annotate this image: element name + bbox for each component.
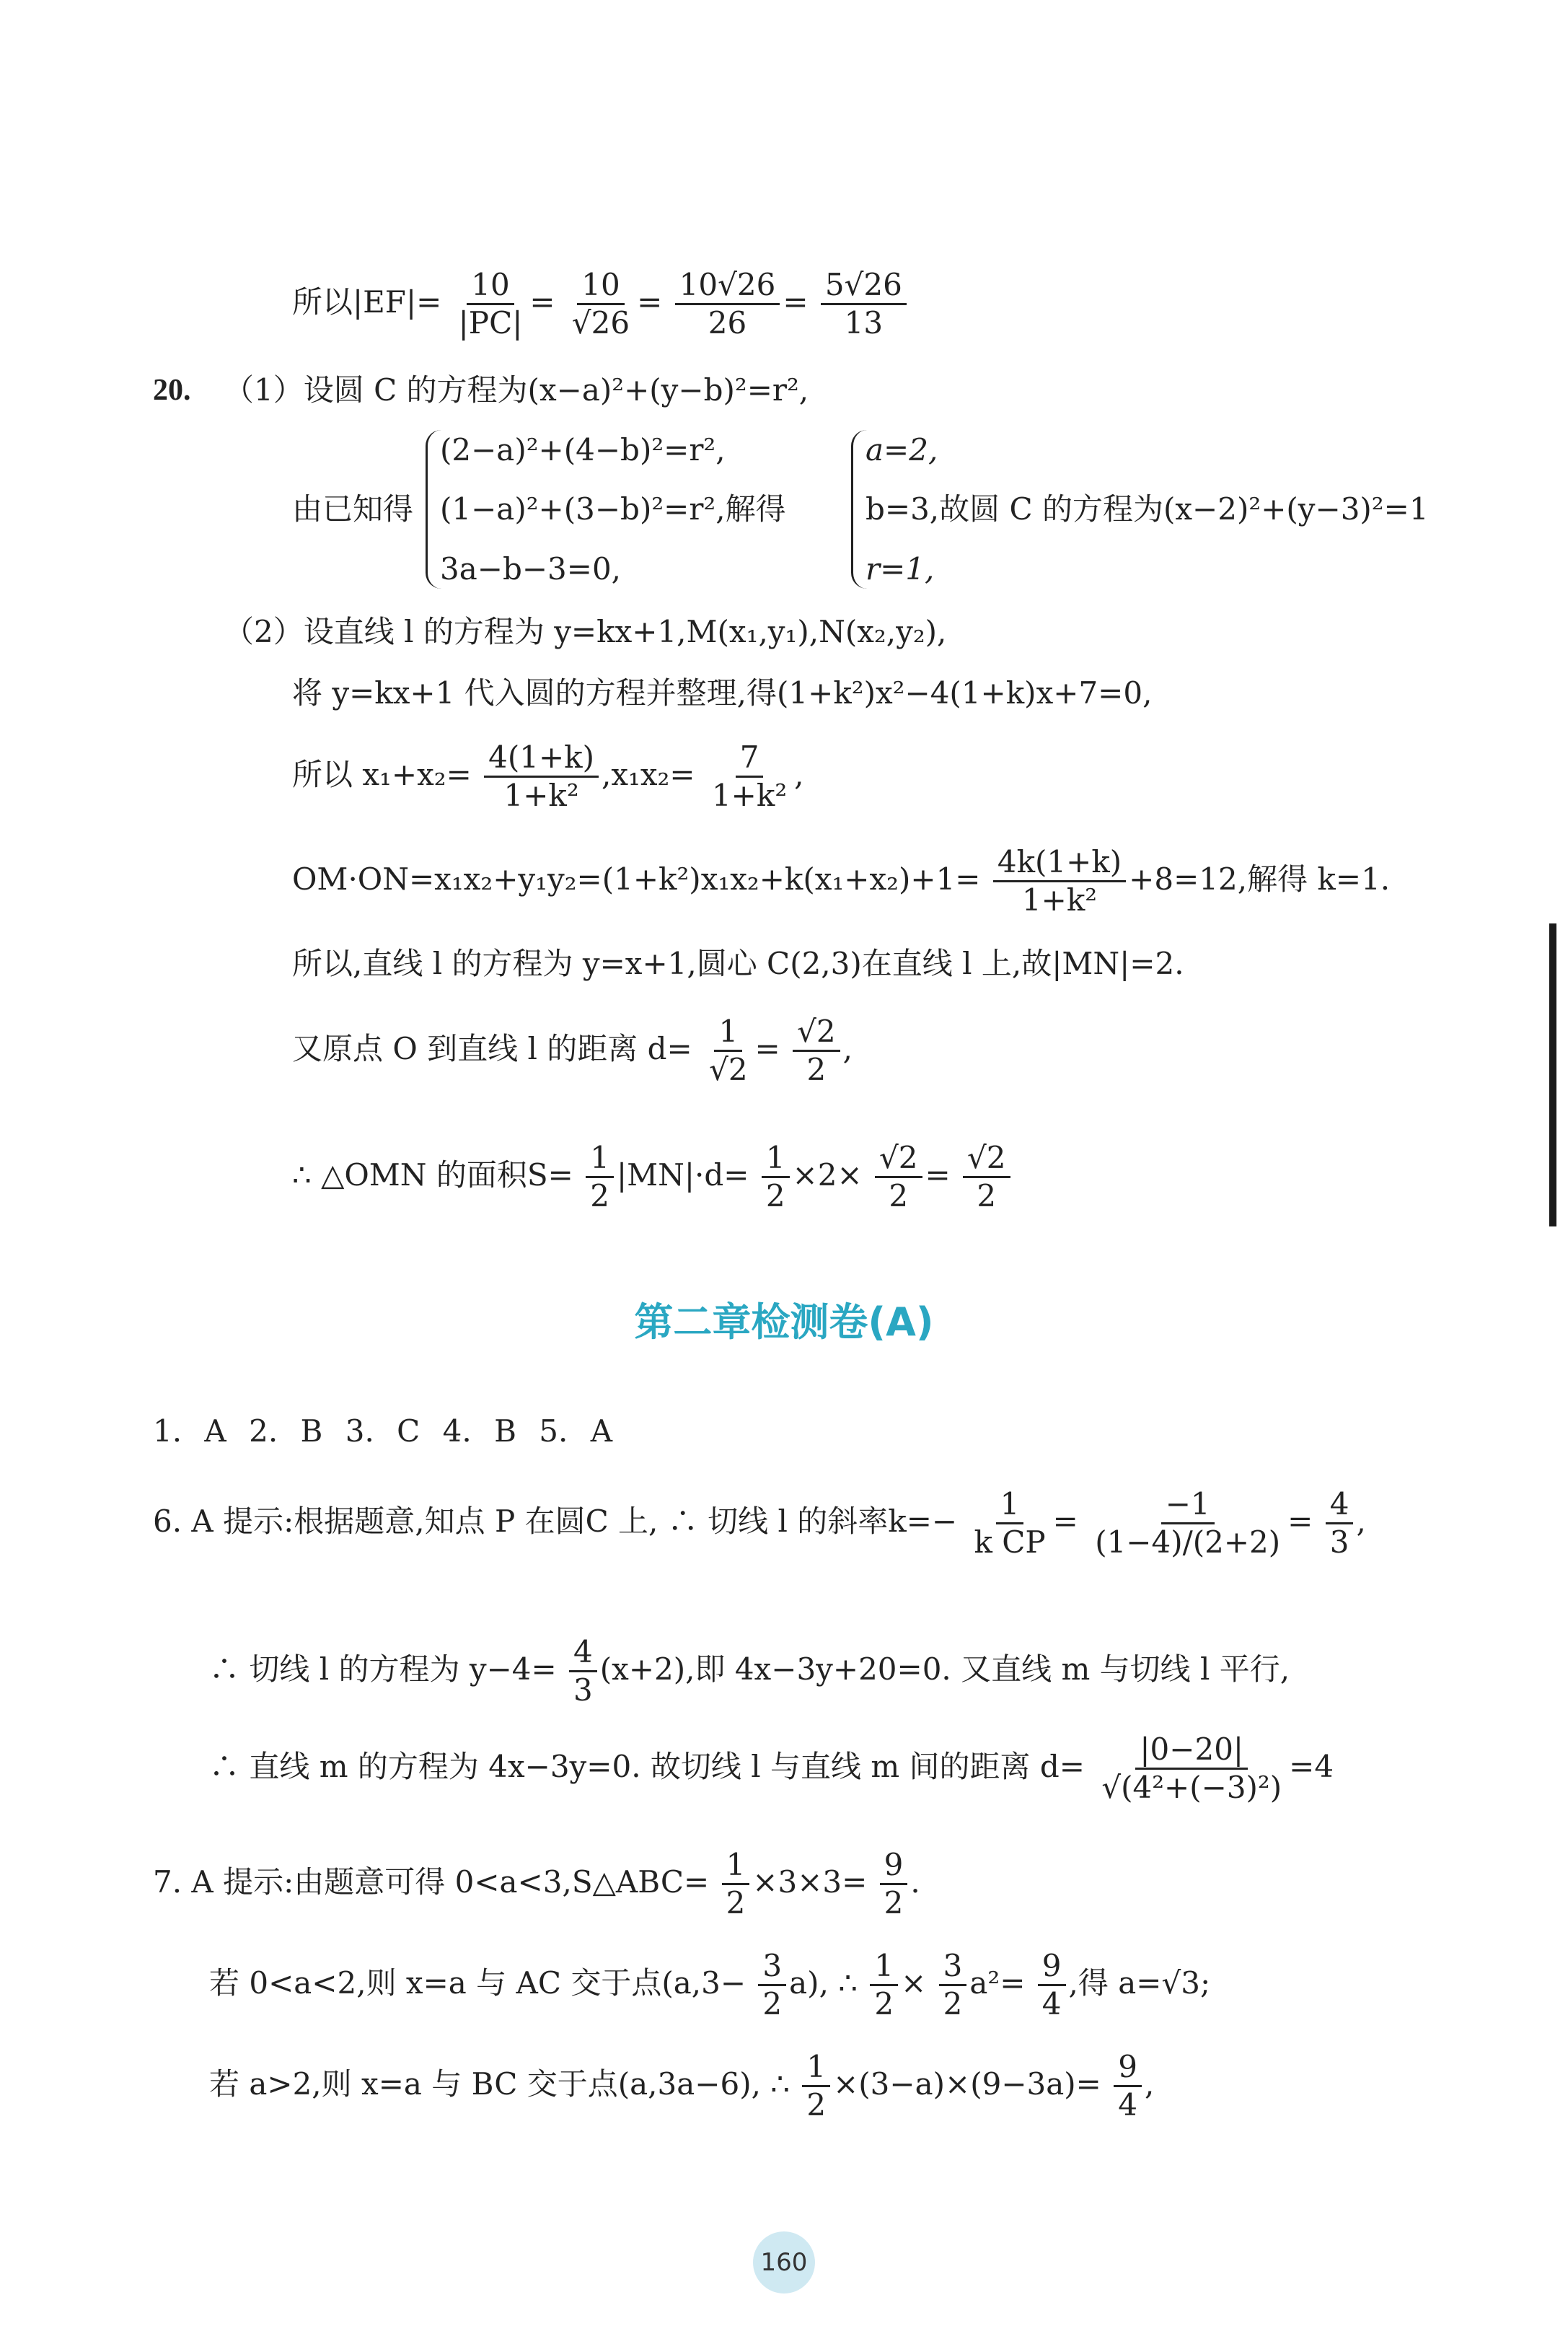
fraction: $\frac{4k(1+k)}{\text{1+k²}}$ xyxy=(993,844,1126,919)
fraction: $\frac{4}{3}$ xyxy=(569,1634,597,1709)
fraction: $\frac{√2}{2}$ xyxy=(875,1140,922,1215)
fraction: $\frac{√2}{2}$ xyxy=(963,1140,1010,1215)
system-eq3: 3a−b−3=0, xyxy=(440,551,622,587)
fraction: $\frac{1}{2}$ xyxy=(762,1140,790,1215)
fraction: $\frac{1}{2}$ xyxy=(722,1847,750,1922)
q7-line2: 若 0<a<2,则 x=a 与 AC 交于点(a,3− $\frac{3}{2}$ a), ∴ $\frac{1}{2}$ × $\frac{3}{2}$ a²= $\frac{9}{4}$ ,得 a=√3; xyxy=(209,1948,1211,2022)
system-eq2: (1−a)²+(3−b)²=r²,解得 xyxy=(440,491,786,527)
page-number: 160 xyxy=(753,2231,815,2293)
q20-label: 20. xyxy=(153,374,191,407)
fraction: $\frac{|0-20|}{\text{√(4²+(−3)²)}}$ xyxy=(1101,1731,1282,1806)
fraction: $\frac{10}{√26}$ xyxy=(571,267,630,341)
q20-part1: （1）设圆 C 的方程为(x−a)²+(y−b)²=r², xyxy=(224,372,809,408)
fraction: $\frac{10√26}{26}$ xyxy=(675,267,780,342)
q7-line3: 若 a>2,则 x=a 与 BC 交于点(a,3a−6), ∴ $\frac{1}{2}$ ×(3−a)×(9−3a)= $\frac{9}{4}$ , xyxy=(209,2049,1155,2123)
q6-line1: 6. A 提示:根据题意,知点 P 在圆C 上, ∴ 切线 l 的斜率k=− $\frac{1}{\text{k CP}}$ = $\frac{-1}{(1-4)/(2+2)}$ = $\frac{4}{3}$ , xyxy=(153,1486,1366,1561)
fraction: $\frac{9}{4}$ xyxy=(1114,2049,1142,2124)
fraction: $\frac{3}{2}$ xyxy=(758,1948,786,2023)
fraction: $\frac{4(1+k)}{\text{1+k²}}$ xyxy=(484,739,599,815)
substitution-line: 将 y=kx+1 代入圆的方程并整理,得(1+k²)x²−4(1+k)x+7=0, xyxy=(292,675,1153,711)
fraction: $\frac{-1}{(1-4)/(2+2)}$ xyxy=(1095,1486,1281,1561)
solution-r: r=1, xyxy=(866,551,935,587)
fraction: $\frac{9}{4}$ xyxy=(1038,1948,1066,2023)
fraction: $\frac{4}{3}$ xyxy=(1326,1486,1354,1561)
fraction: $\frac{7}{\text{1+k²}}$ xyxy=(711,739,788,814)
mn-line: 所以,直线 l 的方程为 y=x+1,圆心 C(2,3)在直线 l 上,故|MN|=2. xyxy=(292,946,1184,981)
fraction: $\frac{1}{2}$ xyxy=(870,1948,898,2023)
ef-text: 所以|EF|= xyxy=(292,284,442,320)
dot-product-line: OM·ON=x₁x₂+y₁y₂=(1+k²)x₁x₂+k(x₁+x₂)+1= $\frac{4k(1+k)}{\text{1+k²}}$ +8=12,解得 k=1. xyxy=(292,844,1391,918)
vieta-line: 所以 x₁+x₂= $\frac{4(1+k)}{\text{1+k²}}$ ,x₁x₂= $\frac{7}{\text{1+k²}}$ , xyxy=(292,739,804,814)
q7-line1: 7. A 提示:由题意可得 0<a<3,S△ABC= $\frac{1}{2}$ ×3×3= $\frac{9}{2}$ . xyxy=(153,1847,920,1921)
fraction: $\frac{1}{2}$ xyxy=(586,1140,614,1215)
solution-a: a=2, xyxy=(866,432,938,468)
answers-row: 1. A 2. B 3. C 4. B 5. A xyxy=(153,1413,613,1449)
ef-line: 所以|EF|= $\frac{10}{|PC|}$ = $\frac{10}{√26}$ = $\frac{10√26}{26}$ = $\frac{5√26}{13}$ xyxy=(292,267,909,342)
chapter-heading: 第二章检测卷(A) xyxy=(634,1299,934,1345)
distance-line: 又原点 O 到直线 l 的距离 d= $\frac{1}{√2}$ = $\frac{√2}{2}$ , xyxy=(292,1014,853,1088)
q6-line3: ∴ 直线 m 的方程为 4x−3y=0. 故切线 l 与直线 m 间的距离 d= $\frac{|0-20|}{\text{√(4²+(−3)²)}}$ =4 xyxy=(209,1731,1334,1806)
system-eq1: (2−a)²+(4−b)²=r², xyxy=(440,432,726,468)
area-line: ∴ △OMN 的面积S= $\frac{1}{2}$ |MN|·d= $\frac{1}{2}$ ×2× $\frac{√2}{2}$ = $\frac{√2}{2}$ xyxy=(292,1140,1013,1215)
fraction: $\frac{9}{2}$ xyxy=(880,1847,908,1922)
fraction: $\frac{10}{|PC|}$ xyxy=(458,267,523,341)
q20-part2: （2）设直线 l 的方程为 y=kx+1,M(x₁,y₁),N(x₂,y₂), xyxy=(224,614,947,649)
fraction: $\frac{1}{√2}$ xyxy=(709,1014,748,1088)
page-edge-mark xyxy=(1549,923,1556,1226)
fraction: $\frac{√2}{2}$ xyxy=(793,1014,840,1089)
q6-line2: ∴ 切线 l 的方程为 y−4= $\frac{4}{3}$ (x+2),即 4x−3y+20=0. 又直线 m 与切线 l 平行, xyxy=(209,1634,1290,1708)
fraction: $\frac{3}{2}$ xyxy=(939,1948,967,2023)
fraction: $\frac{5√26}{13}$ xyxy=(821,267,907,342)
solution-b: b=3,故圆 C 的方程为(x−2)²+(y−3)²=1 xyxy=(866,491,1429,527)
fraction: $\frac{1}{\text{k CP}}$ xyxy=(974,1486,1046,1561)
fraction: $\frac{1}{2}$ xyxy=(802,2049,830,2124)
system-prefix: 由已知得 xyxy=(292,491,414,527)
